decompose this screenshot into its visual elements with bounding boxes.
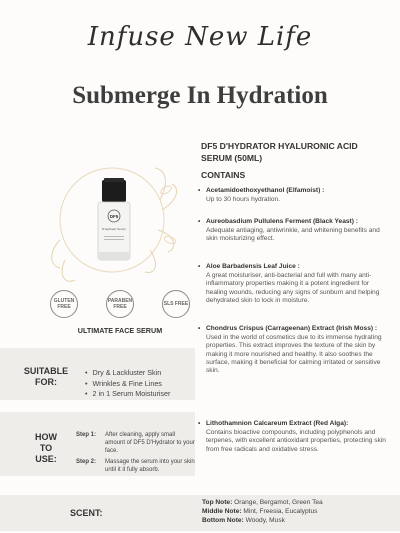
ingredient-title: Chondrus Crispus (Carrageenan) Extract (Irish Moss) : bbox=[206, 325, 378, 332]
ingredient-title: Lithothamnion Calcareum Extract (Red Alga): bbox=[206, 420, 349, 427]
headline: Submerge In Hydration bbox=[72, 82, 328, 109]
sls-free-badge-icon: SLS FREE bbox=[162, 290, 190, 318]
ingredient-title: Aloe Barbadensis Leaf Juice : bbox=[206, 263, 300, 270]
steps bbox=[76, 431, 196, 477]
bottle-logo-text: DF5 bbox=[109, 214, 119, 219]
ingredient-item: • Lithothamnion Calcareum Extract (Red Alga): Contains bioactive compounds, including polyphenols and terpenes, with excellent antioxidant properties, protecting skin from free radicals and oxidative stress. bbox=[198, 420, 388, 454]
how-to-use-heading: HOW TO USE: bbox=[35, 432, 57, 464]
list-item: • Wrinkles & Fine Lines bbox=[85, 379, 170, 390]
step-item: Step 1: After cleaning, apply small amount of DF5 D'Hydrator to your face. bbox=[76, 432, 195, 454]
scent-band bbox=[0, 495, 400, 531]
ingredient-title: Acetamidoethoxyethanol (Elfamoist) : bbox=[206, 187, 325, 194]
contains-heading: CONTAINS bbox=[201, 170, 246, 180]
top-note: Orange, Bergamot, Green Tea bbox=[234, 499, 323, 506]
list-item: • Dry & Lackluster Skin bbox=[85, 368, 170, 379]
ingredient-title: Aureobasdium Pullulens Ferment (Black Yeast) : bbox=[206, 218, 358, 225]
list-item: • 2 in 1 Serum Moisturiser bbox=[85, 389, 170, 400]
suitable-list bbox=[85, 368, 170, 400]
badge-row bbox=[50, 290, 190, 318]
middle-note: Mint, Freesia, Eucalyptus bbox=[243, 508, 318, 515]
ingredient-item: • Acetamidoethoxyethanol (Elfamoist) : Up to 30 hours hydration. bbox=[198, 187, 388, 204]
ingredient-desc: Up to 30 hours hydration. bbox=[206, 196, 281, 204]
ingredient-desc: Adequate antiaging, antiwrinkle, and whitening benefits and skin moisturizing effect. bbox=[206, 227, 380, 243]
step-item: Step 2: Massage the serum into your skin until it it fully absorb. bbox=[76, 459, 195, 473]
bottom-note: Woody, Musk bbox=[245, 517, 285, 524]
suitable-heading: SUITABLE FOR: bbox=[23, 366, 69, 387]
scent-notes: Top Note: Orange, Bergamot, Green Tea Middle Note: Mint, Freesia, Eucalyptus Bottom Note: Woody, Musk bbox=[202, 499, 323, 524]
ingredient-desc: Contains bioactive compounds, including polyphenols and terpenes, with excellent antioxidant properties, protecting skin from free radicals and oxidative stress. bbox=[206, 429, 386, 453]
ingredient-item: • Aloe Barbadensis Leaf Juice : A great moisturiser, anti-bacterial and full with many anti-inflammatory properties making it a potent ingredient for healing wounds, reducing any signs of sunburn and helping dehydrated skin to lock in moisture. bbox=[198, 263, 388, 305]
ingredient-item: • Aureobasdium Pullulens Ferment (Black Yeast) : Adequate antiaging, antiwrinkle, and whitening benefits and skin moisturizing effect. bbox=[198, 218, 388, 244]
signature-script: Infuse New Life bbox=[87, 22, 313, 52]
ingredient-desc: Used in the world of cosmetics due to its immense hydrating properties. This extract improves the texture of the skin by making it more nourished and healthy. It also soothes the surface, making it beneficial for calming irritated or sensitive skin. bbox=[206, 334, 382, 375]
product-title: DF5 D'HYDRATOR HYALURONIC ACID SERUM (50ML) bbox=[201, 141, 358, 163]
bottle-caption: D'Hydrator Serum bbox=[102, 227, 126, 231]
gluten-free-badge-icon: GLUTEN FREE bbox=[50, 290, 78, 318]
paraben-free-badge-icon: PARABEN FREE bbox=[106, 290, 134, 318]
ingredient-item: • Chondrus Crispus (Carrageenan) Extract (Irish Moss) : Used in the world of cosmetics due to its immense hydrating properties. This extract improves the texture of the skin by making it more nourished and healthy. It also soothes the surface, making it beneficial for calming irritated or sensitive skin. bbox=[198, 325, 388, 375]
serum-label: ULTIMATE FACE SERUM bbox=[77, 326, 163, 335]
scent-heading: SCENT: bbox=[70, 508, 103, 518]
ingredient-desc: A great moisturiser, anti-bacterial and full with many anti-inflammatory properties making it a potent ingredient for healing wounds, reducing any signs of sunburn and helping dehydrated skin to lock in moisture. bbox=[206, 272, 380, 304]
